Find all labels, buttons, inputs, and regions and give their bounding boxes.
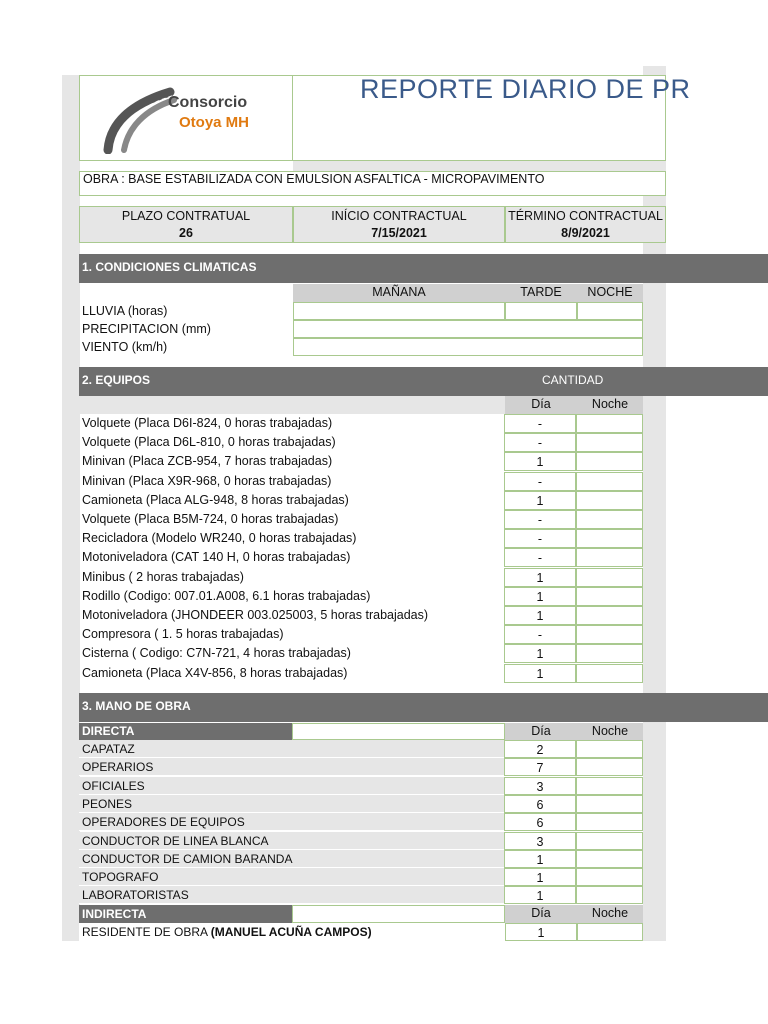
residente-dia: 1 [505, 923, 577, 941]
mano-noche [576, 886, 643, 904]
mano-label: OPERADORES DE EQUIPOS [79, 813, 504, 831]
equipo-label: Volquete (Placa D6L-810, 0 horas trabajadas) [82, 435, 336, 450]
mano-label: LABORATORISTAS [79, 886, 504, 904]
equipo-dia: 1 [504, 587, 576, 606]
equipo-label: Camioneta (Placa X4V-856, 8 horas trabajadas) [82, 665, 348, 680]
clima-cell [293, 320, 643, 338]
indirecta-col-noche: Noche [577, 905, 643, 923]
equipo-noche [576, 606, 643, 625]
mano-directa-row [79, 740, 643, 758]
mano-noche [576, 777, 643, 795]
obra-description: OBRA : BASE ESTABILIZADA CON EMULSION ASFALTICA - MICROPAVIMENTO [79, 171, 666, 196]
equipo-noche [576, 529, 643, 548]
inicio-label: INÍCIO CONTRACTUAL [331, 209, 467, 223]
equipo-row [79, 606, 643, 625]
sheet-background [62, 75, 80, 941]
equipo-label: Minibus ( 2 horas trabajadas) [82, 569, 244, 584]
equipo-row [79, 529, 643, 548]
equipo-dia: - [504, 510, 576, 529]
equipo-label: Volquete (Placa D6I-824, 0 horas trabajadas) [82, 416, 333, 430]
equipo-noche [576, 548, 643, 567]
mano-noche [576, 740, 643, 758]
mano-directa-row [79, 795, 643, 813]
clima-cell [293, 302, 505, 320]
plazo-label: PLAZO CONTRATUAL [121, 209, 251, 223]
mano-dia: 6 [504, 813, 576, 831]
section-mano-title: 3. MANO DE OBRA [82, 699, 191, 713]
equipo-row [79, 644, 643, 663]
residente-label: RESIDENTE DE OBRA [82, 925, 211, 939]
equipo-noche [576, 587, 643, 606]
equipo-dia: - [504, 433, 576, 452]
equipo-dia: - [504, 414, 576, 433]
equipo-dia: - [504, 529, 576, 548]
equipo-row [79, 452, 643, 471]
equipo-noche [576, 433, 643, 452]
equipo-noche [576, 491, 643, 510]
mano-label: OPERARIOS [79, 758, 504, 776]
mano-directa-row [79, 813, 643, 831]
clima-col-manana: MAÑANA [293, 284, 505, 302]
directa-label: DIRECTA [79, 723, 292, 740]
mano-directa-row [79, 758, 643, 776]
equipo-label: Recicladora (Modelo WR240, 0 horas trabajadas) [82, 531, 357, 546]
equipo-dia: 1 [504, 664, 576, 683]
equipo-label: Rodillo (Codigo: 007.01.A008, 6.1 horas trabajadas) [82, 588, 371, 603]
clima-row-viento [79, 338, 643, 356]
equipo-dia: 1 [504, 606, 576, 625]
indirecta-label: INDIRECTA [79, 905, 292, 923]
title-band-left [293, 161, 666, 171]
mano-directa-row [79, 850, 643, 868]
residente-row [79, 923, 643, 941]
clima-row-label: LLUVIA (horas) [82, 304, 168, 318]
mano-col-noche: Noche [577, 723, 643, 740]
equipo-row [79, 664, 643, 683]
mano-noche [576, 795, 643, 813]
mano-label: TOPOGRAFO [79, 868, 504, 886]
equipos-col-dia: Día [505, 396, 577, 414]
clima-cell [505, 302, 577, 320]
clima-cell [293, 338, 643, 356]
mano-label: OFICIALES [79, 777, 504, 795]
mano-label: CAPATAZ [79, 740, 504, 758]
sheet-background-right [643, 66, 666, 941]
indirecta-col-dia: Día [505, 905, 577, 923]
equipos-col-noche: Noche [577, 396, 643, 414]
section-mano-header [79, 693, 768, 722]
mano-dia: 6 [504, 795, 576, 813]
mano-dia: 7 [504, 758, 576, 776]
equipo-dia: 1 [504, 491, 576, 510]
clima-col-noche: NOCHE [577, 284, 643, 302]
plazo-cell [79, 206, 293, 243]
report-title: REPORTE DIARIO DE PR [360, 74, 691, 104]
equipo-label: Motoniveladora (CAT 140 H, 0 horas trabajadas) [82, 550, 351, 565]
equipo-row [79, 587, 643, 606]
equipo-row [79, 491, 643, 510]
clima-cell [577, 302, 643, 320]
equipo-noche [576, 510, 643, 529]
equipo-noche [576, 625, 643, 644]
equipo-row [79, 625, 643, 644]
equipo-label: Motoniveladora (JHONDEER 003.025003, 5 horas trabajadas) [82, 608, 429, 622]
mano-label: PEONES [79, 795, 504, 813]
equipo-row [79, 414, 643, 433]
equipo-label: Cisterna ( Codigo: C7N-721, 4 horas trabajadas) [82, 646, 351, 661]
mano-label: CONDUCTOR DE CAMION BARANDA [79, 850, 504, 868]
section-clima-header [79, 254, 768, 283]
mano-dia: 1 [504, 886, 576, 904]
mano-noche [576, 813, 643, 831]
equipo-noche [576, 452, 643, 471]
equipo-noche [576, 414, 643, 433]
logo-text-consorcio: Consorcio [168, 94, 248, 111]
logo-cell [79, 75, 293, 161]
termino-value: 8/9/2021 [561, 226, 610, 240]
equipo-label: Camioneta (Placa ALG-948, 8 horas trabajadas) [82, 492, 349, 507]
equipo-dia: - [504, 472, 576, 491]
equipo-noche [576, 568, 643, 587]
section-equipos-header [79, 367, 768, 396]
equipo-dia: - [504, 625, 576, 644]
logo-text-otoya: Otoya MH [179, 114, 250, 131]
equipo-label: Compresora ( 1. 5 horas trabajadas) [82, 627, 284, 642]
equipo-dia: - [504, 548, 576, 567]
plazo-value: 26 [179, 226, 193, 240]
termino-cell [505, 206, 666, 243]
clima-row-label: PRECIPITACION (mm) [82, 322, 211, 336]
mano-directa-row [79, 868, 643, 886]
equipo-dia: 1 [504, 568, 576, 587]
inicio-cell [293, 206, 505, 243]
inicio-value: 7/15/2021 [371, 226, 427, 240]
mano-dia: 3 [504, 832, 576, 850]
equipo-noche [576, 472, 643, 491]
residente-noche [577, 923, 643, 941]
mano-dia: 1 [504, 850, 576, 868]
clima-row-lluvia [79, 302, 643, 320]
mano-label: CONDUCTOR DE LINEA BLANCA [79, 832, 504, 850]
mano-directa-row [79, 886, 643, 904]
equipo-row [79, 548, 643, 567]
directa-blank [292, 723, 505, 740]
mano-noche [576, 832, 643, 850]
termino-label: TÉRMINO CONTRACTUAL [508, 209, 663, 223]
section-equipos-title: 2. EQUIPOS [82, 373, 151, 387]
equipo-noche [576, 644, 643, 663]
equipo-label: Minivan (Placa ZCB-954, 7 horas trabajadas) [82, 454, 333, 469]
equipo-dia: 1 [504, 452, 576, 471]
equipos-cantidad-label: CANTIDAD [542, 373, 604, 387]
equipo-noche [576, 664, 643, 683]
mano-col-dia: Día [505, 723, 577, 740]
residente-name: (MANUEL ACUÑA CAMPOS) [210, 925, 372, 939]
clima-row-precipitacion [79, 320, 643, 338]
equipo-row [79, 433, 643, 452]
equipo-label: Volquete (Placa B5M-724, 0 horas trabajadas) [82, 512, 339, 526]
mano-dia: 1 [504, 868, 576, 886]
equipo-row [79, 472, 643, 491]
equipo-row [79, 568, 643, 587]
clima-row-label: VIENTO (km/h) [82, 340, 168, 354]
mano-dia: 3 [504, 777, 576, 795]
mano-dia: 2 [504, 740, 576, 758]
equipo-row [79, 510, 643, 529]
mano-directa-row [79, 832, 643, 850]
mano-directa-row [79, 777, 643, 795]
clima-col-tarde: TARDE [505, 284, 577, 302]
equipo-dia: 1 [504, 644, 576, 663]
residente-label-cell [79, 923, 505, 941]
mano-noche [576, 868, 643, 886]
section-clima-title: 1. CONDICIONES CLIMATICAS [82, 260, 257, 274]
mano-noche [576, 758, 643, 776]
mano-noche [576, 850, 643, 868]
indirecta-blank [292, 905, 505, 923]
equipo-label: Minivan (Placa X9R-968, 0 horas trabajadas) [82, 473, 332, 488]
